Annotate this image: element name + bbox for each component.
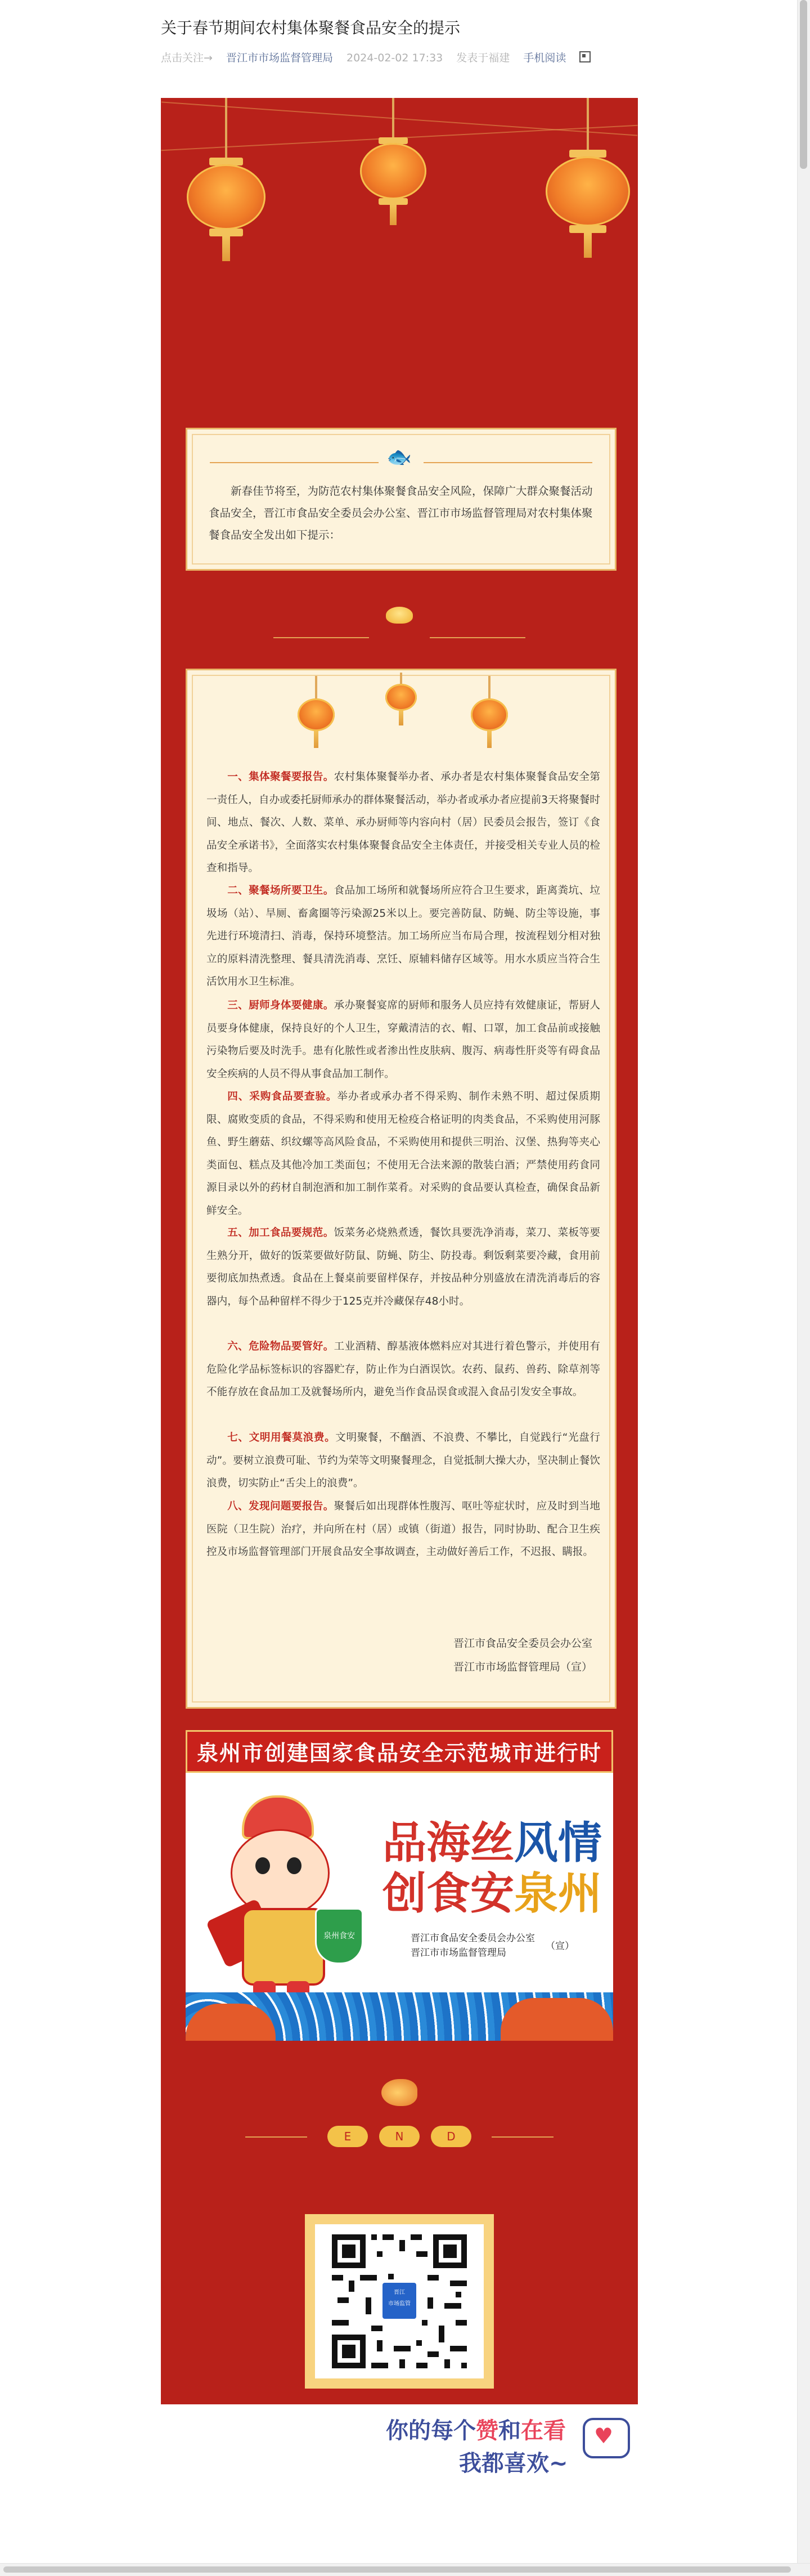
lantern-icon (385, 673, 417, 734)
item-6 (206, 1336, 600, 1404)
item-2 (206, 880, 600, 994)
slogan-line-2: 创食安泉州 (382, 1868, 602, 1919)
item-text: 工业酒精、醇基液体燃料应对其进行着色警示，并使用有危险化学品标签标识的容器贮存，防止作为白酒误饮。农药、鼠药、兽药、除草剂等不能存放在食品加工及就餐场所内，避免当作食品误食或混入食品引发安全事故。 (206, 1341, 600, 1398)
item-3 (206, 994, 600, 1086)
content-card (186, 669, 616, 1709)
item-text: 举办者或承办者不得采购、制作未熟不明、超过保质期限、腐败变质的食品，不得采购和使用无检疫合格证明的肉类食品，不采购使用河豚鱼、野生蘑菇、织纹螺等高风险食品，不采购使用和提供三明治、汉堡、热狗等夹心类面包、糕点及其他冷加工类面包；不使用无合法来源的散装白酒；严禁使用药食同源目录以外的药材自制泡酒和加工制作菜肴。对采购的食品要认真检查，确保食品新鲜安全。 (206, 1091, 600, 1217)
fish-icon (381, 2079, 417, 2106)
item-text: 饭菜务必烧熟煮透，餐饮具要洗净消毒，菜刀、菜板等要生熟分开，做好的饭菜要做好防鼠、防蝇、防尘、防投毒。剩饭剩菜要冷藏，食用前要彻底加热煮透。食品在上餐桌前要留样保存，并按品种分别盛放在清洗消毒后的容器内，每个品种留样不得少于125克并冷藏保存48小时。 (206, 1227, 600, 1307)
divider (210, 462, 379, 463)
shield-icon: 泉州食安 (315, 1908, 363, 1964)
cloud-decoration (501, 1998, 613, 2041)
signature-line-1: 晋江市食品安全委员会办公室 (453, 1637, 592, 1650)
qr-code-frame (305, 2214, 494, 2389)
poster (161, 98, 638, 2404)
divider (424, 462, 592, 463)
ornament-line (245, 2136, 307, 2138)
item-text: 农村集体聚餐举办者、承办者是农村集体聚餐食品安全第一责任人，自办或委托厨师承办的群体聚餐活动，举办者或承办者应提前3天将聚餐时间、地点、餐次、人数、菜单、承办厨师等内容向村（居）民委员会报告，签订《食品安全承诺书》，全面落实农村集体聚餐食品安全主体责任，并接受相关专业人员的检查和指导。 (206, 771, 600, 874)
item-7 (206, 1427, 600, 1495)
campaign-banner (186, 1773, 613, 2041)
banner-org-line-1: 晋江市食品安全委员会办公室 (411, 1933, 535, 1944)
footer-line-1: 你的每个赞和在看 (386, 2418, 566, 2444)
item-4 (206, 1086, 600, 1222)
heart-bubble-icon: ♥ (583, 2418, 630, 2458)
banner-org-suffix: （宣） (546, 1941, 574, 1952)
ornament-line (430, 637, 525, 638)
mascot-illustration (208, 1795, 354, 2015)
item-heading: 六、危险物品要管好。 (227, 1341, 334, 1352)
footer-line-2: 我都喜欢~ (459, 2450, 568, 2476)
item-1 (206, 766, 600, 880)
vertical-scrollbar[interactable] (797, 0, 810, 2576)
scrollbar-thumb[interactable] (800, 0, 807, 169)
scrollbar-thumb[interactable] (3, 2566, 791, 2573)
publish-location: 发表于福建 (456, 52, 510, 64)
item-heading: 二、聚餐场所要卫生。 (227, 885, 334, 897)
footer-like-text (386, 2414, 568, 2480)
publish-datetime: 2024-02-02 17:33 (346, 52, 443, 64)
article-title: 关于春节期间农村集体聚餐食品安全的提示 (161, 19, 461, 37)
item-text: 文明聚餐，不酗酒、不浪费、不攀比，自觉践行“光盘行动”。要树立浪费可耻、节约为荣等文明聚餐理念，自觉抵制大操大办，坚决制止餐饮浪费，切实防止“舌尖上的浪费”。 (206, 1432, 600, 1489)
item-text: 聚餐后如出现群体性腹泻、呕吐等症状时，应及时到当地医院（卫生院）治疗，并向所在村（居）或镇（街道）报告，同时协助、配合卫生疾控及市场监督管理部门开展食品安全事故调查，主动做好善后工作，不迟报、瞒报。 (206, 1500, 600, 1558)
article-meta (161, 50, 611, 65)
slogan-line-1: 品海丝风情 (382, 1817, 602, 1869)
item-text: 承办聚餐宴席的厨师和服务人员应持有效健康证，帮厨人员要身体健康，保持良好的个人卫生，穿戴清洁的衣、帽、口罩，加工食品前或接触污染物后要及时洗手。患有化脓性或者渗出性皮肤病、腹泻、病毒性肝炎等有碍食品安全疾病的人员不得从事食品加工制作。 (206, 1000, 600, 1080)
end-letter-n: N (379, 2126, 420, 2147)
banner-org-line-2: 晋江市市场监督管理局 (411, 1947, 506, 1959)
item-heading: 三、厨师身体要健康。 (227, 1000, 334, 1011)
item-text: 食品加工场所和就餐场所应符合卫生要求，距离粪坑、垃圾场（站）、旱厕、畜禽圈等污染源25米以上。要完善防鼠、防蝇、防尘等设施，事先进行环境清扫、消毒，保持环境整洁。加工场所应当布局合理，按流程划分相对独立的原料清洗整理、餐具清洗消毒、烹饪、原辅料储存区域等。用水水质应当符合生活饮用水卫生标准。 (206, 885, 600, 988)
qr-code-icon (579, 51, 591, 62)
qr-code[interactable] (315, 2224, 484, 2378)
qr-center-label: 晋江 市场监管 (388, 2290, 411, 2307)
ornament-line (273, 637, 369, 638)
mobile-read-link[interactable]: 手机阅读 (523, 52, 601, 64)
banner-headline: 泉州市创建国家食品安全示范城市进行时 (186, 1730, 613, 1773)
fish-icon: 🐟 (386, 446, 412, 469)
lantern-icon (471, 676, 508, 760)
item-heading: 五、加工食品要规范。 (227, 1227, 334, 1239)
item-heading: 七、文明用餐莫浪费。 (227, 1432, 336, 1444)
lantern-icon (187, 98, 266, 278)
intro-card (186, 428, 616, 571)
item-heading: 一、集体聚餐要报告。 (227, 771, 334, 783)
item-5 (206, 1222, 600, 1313)
lantern-icon (546, 98, 630, 267)
lantern-icon (298, 676, 335, 760)
item-heading: 四、采购食品要查验。 (227, 1091, 338, 1103)
end-letter-e: E (327, 2126, 368, 2147)
ornament-line (492, 2136, 554, 2138)
item-heading: 八、发现问题要报告。 (227, 1500, 334, 1512)
gold-ingot-icon (386, 607, 413, 624)
signature-line-2: 晋江市市场监督管理局（宣） (453, 1661, 592, 1673)
intro-text: 新春佳节将至，为防范农村集体聚餐食品安全风险，保障广大群众聚餐活动食品安全，晋江市食品安全委员会办公室、晋江市市场监督管理局对农村集体聚餐食品安全发出如下提示： (209, 485, 593, 541)
end-letter-d: D (431, 2126, 471, 2147)
author-link[interactable]: 晋江市市场监督管理局 (226, 52, 333, 64)
item-8 (206, 1495, 600, 1564)
horizontal-scrollbar[interactable] (0, 2563, 810, 2576)
lantern-icon (360, 98, 426, 233)
follow-link[interactable]: 点击关注→ (161, 52, 213, 64)
